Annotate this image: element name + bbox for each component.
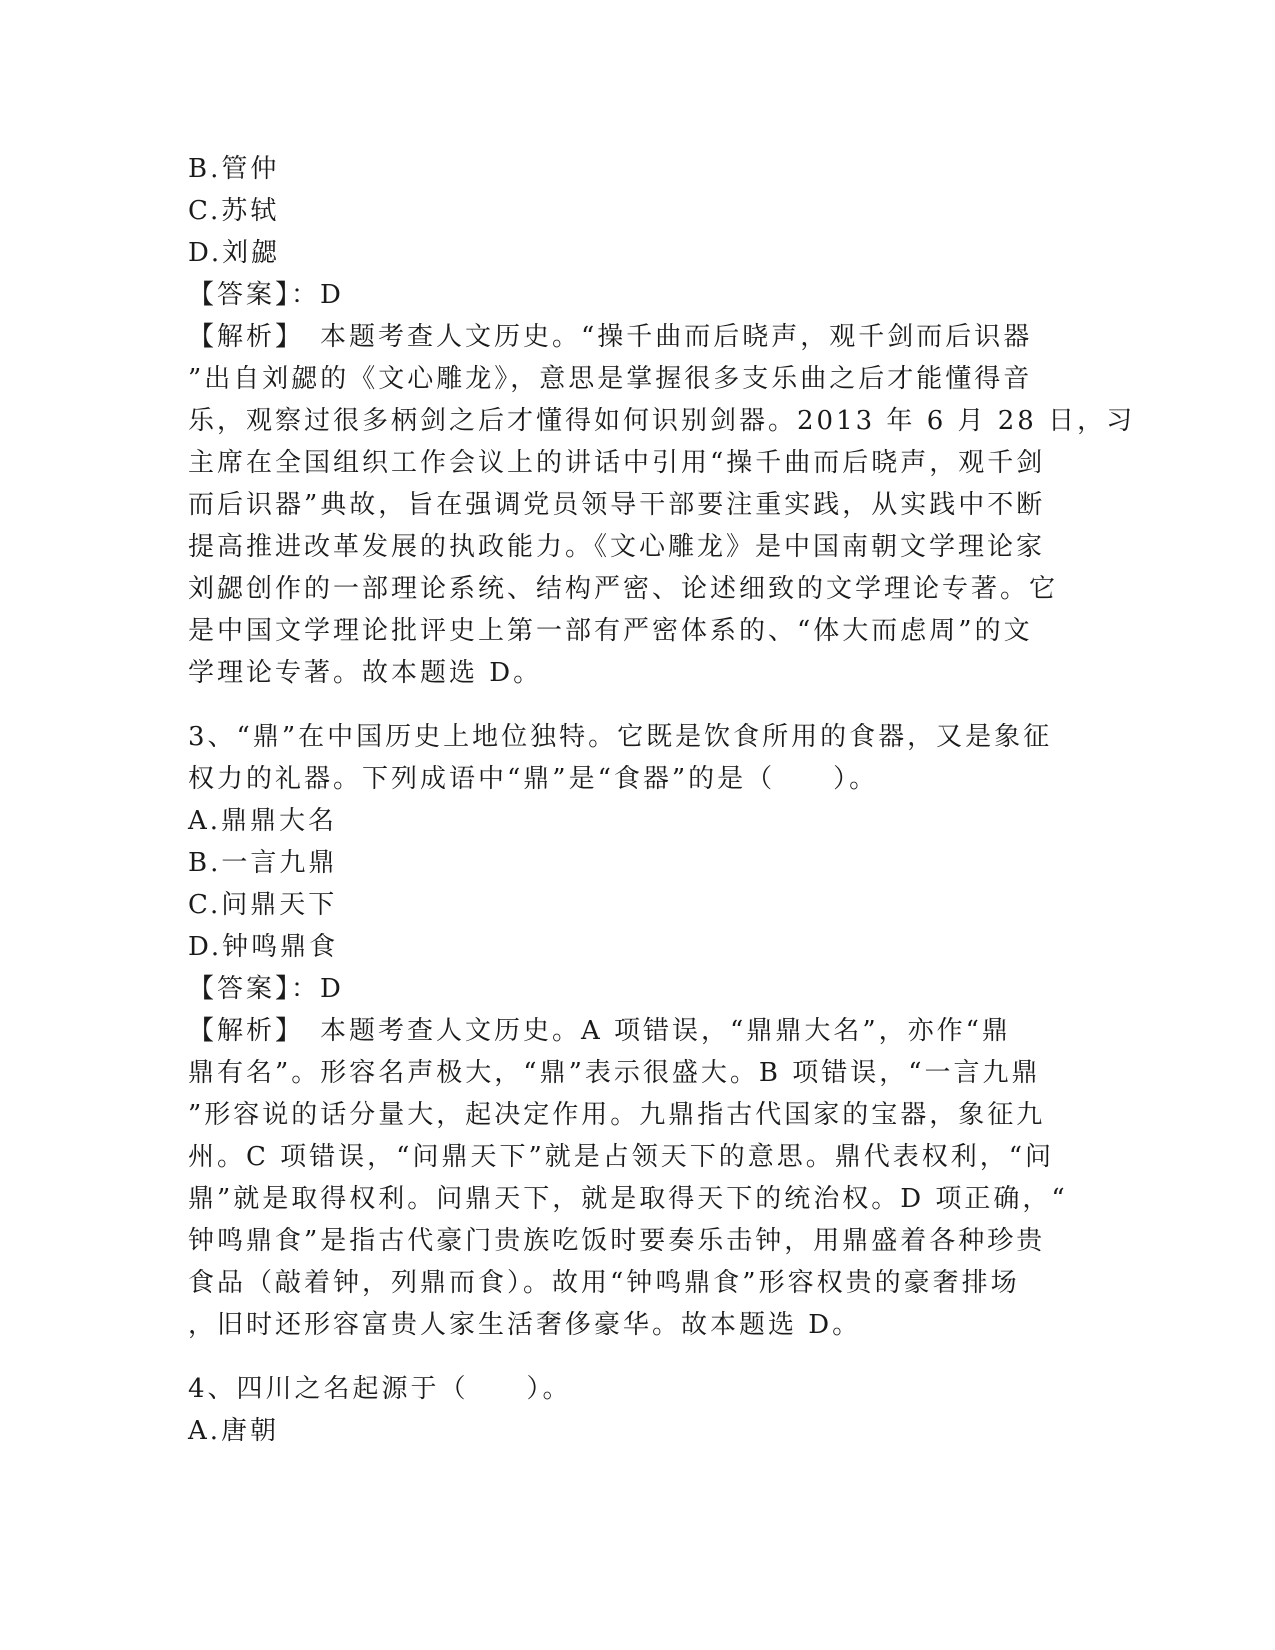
q2-explanation-line: 提高推进改革发展的执政能力。《文心雕龙》是中国南朝文学理论家 [188, 532, 1046, 562]
q3-explanation-line: 州。C 项错误，“问鼎天下”就是占领天下的意思。鼎代表权利，“问 [188, 1142, 1055, 1172]
q3-option-d: D.钟鸣鼎食 [188, 932, 339, 962]
q3-explanation [188, 1010, 1088, 1346]
q4-question: 4、四川之名起源于（ ）。 [188, 1374, 572, 1404]
q3-answer: 【答案】：D [188, 974, 344, 1004]
q3-explanation-line: 食品（敲着钟，列鼎而食）。故用“钟鸣鼎食”形容权贵的豪奢排场 [188, 1268, 1020, 1298]
q3-question-line: 3、“鼎”在中国历史上地位独特。它既是饮食所用的食器，又是象征 [188, 722, 1053, 752]
q3-question [188, 716, 1088, 800]
q3-explanation-line: 【解析】 本题考查人文历史。A 项错误，“鼎鼎大名”，亦作“鼎 [188, 1016, 1011, 1046]
q2-option-d: D.刘勰 [188, 238, 281, 268]
q2-answer: 【答案】：D [188, 280, 344, 310]
q2-explanation [188, 316, 1136, 694]
q3-explanation-line: ，旧时还形容富贵人家生活奢侈豪华。故本题选 D。 [188, 1310, 862, 1340]
q3-option-a: A.鼎鼎大名 [188, 806, 338, 836]
q2-explanation-line: ”出自刘勰的《文心雕龙》，意思是掌握很多支乐曲之后才能懂得音 [188, 364, 1033, 394]
document-page [188, 148, 1136, 1452]
q2-explanation-line: 【解析】 本题考查人文历史。“操千曲而后晓声，观千剑而后识器 [188, 322, 1033, 352]
q3-option-b: B.一言九鼎 [188, 848, 338, 878]
q3-option-c: C.问鼎天下 [188, 890, 338, 920]
q2-explanation-line: 学理论专著。故本题选 D。 [188, 658, 543, 688]
q2-option-c: C.苏轼 [188, 196, 280, 226]
q2-explanation-line: 刘勰创作的一部理论系统、结构严密、论述细致的文学理论专著。它 [188, 574, 1059, 604]
q3-explanation-line: 钟鸣鼎食”是指古代豪门贵族吃饭时要奏乐击钟，用鼎盛着各种珍贵 [188, 1226, 1046, 1256]
q2-explanation-line: 而后识器”典故，旨在强调党员领导干部要注重实践，从实践中不断 [188, 490, 1046, 520]
q3-explanation-line: ”形容说的话分量大，起决定作用。九鼎指古代国家的宝器，象征九 [188, 1100, 1046, 1130]
q3-explanation-line: 鼎有名”。形容名声极大，“鼎”表示很盛大。B 项错误，“一言九鼎 [188, 1058, 1041, 1088]
q2-explanation-line: 主席在全国组织工作会议上的讲话中引用“操千曲而后晓声，观千剑 [188, 448, 1046, 478]
q3-explanation-line: 鼎”就是取得权利。问鼎天下，就是取得天下的统治权。D 项正确，“ [188, 1184, 1068, 1214]
q4-option-a: A.唐朝 [188, 1416, 280, 1446]
q2-explanation-line: 是中国文学理论批评史上第一部有严密体系的、“体大而虑周”的文 [188, 616, 1033, 646]
q3-question-line: 权力的礼器。下列成语中“鼎”是“食器”的是（ ）。 [188, 764, 879, 794]
q2-explanation-line: 乐，观察过很多柄剑之后才懂得如何识别剑器。2013 年 6 月 28 日，习 [188, 406, 1136, 436]
q2-option-b: B.管仲 [188, 154, 280, 184]
